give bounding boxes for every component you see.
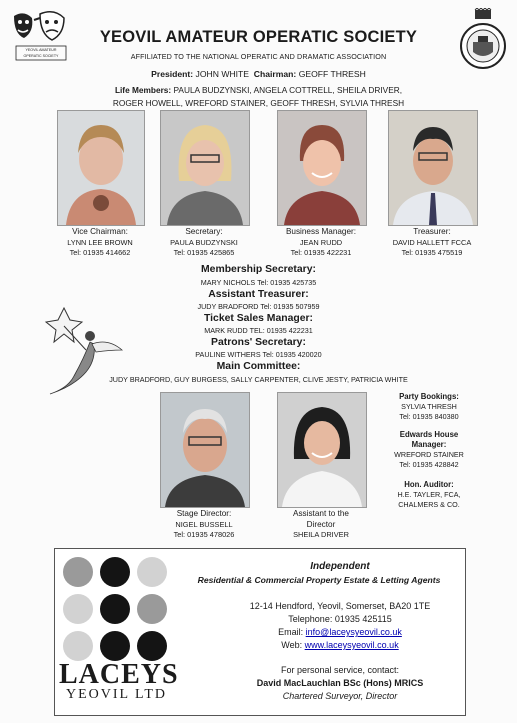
laceys-brand-sub: YEOVIL LTD — [65, 687, 167, 702]
ad-email-link[interactable]: info@laceysyeovil.co.uk — [305, 627, 402, 637]
ad-address: 12-14 Hendford, Yeovil, Somerset, BA20 1TE — [249, 601, 431, 611]
laceys-dot — [100, 557, 130, 587]
party-bookings — [384, 392, 474, 422]
ad-contact-line: For personal service, contact: — [280, 665, 400, 675]
president-line — [0, 69, 517, 79]
laceys-dot — [137, 557, 167, 587]
treasurer-tel: Tel: 01935 475519 — [401, 248, 463, 257]
treasurer-name: DAVID HALLETT FCCA — [392, 237, 472, 247]
president-name: JOHN WHITE — [195, 69, 250, 79]
logo-left-caption: YEOVIL AMATEUR OPERATIC SOCIETY — [23, 48, 59, 58]
ad-web-label: Web: — [281, 640, 303, 650]
life-members — [0, 84, 517, 110]
stage-director-tel: Tel: 01935 478026 — [173, 530, 235, 539]
assistant-director-role2: Director — [306, 519, 336, 529]
laceys-dot — [100, 594, 130, 624]
edwards-house-heading1: Edwards House — [399, 430, 459, 439]
stage-director-name: NIGEL BUSSELL — [175, 519, 233, 529]
main-committee-heading: Main Committee: — [216, 361, 301, 372]
assistant-treasurer-heading: Assistant Treasurer: — [208, 289, 309, 300]
secretary-role: Secretary: — [185, 227, 223, 236]
vice-chairman-tel: Tel: 01935 414662 — [69, 248, 131, 257]
photo-secretary — [160, 110, 250, 226]
stage-director-role: Stage Director: — [176, 509, 232, 518]
caption-business-manager — [271, 227, 371, 259]
chairman-name: GEOFF THRESH — [298, 69, 366, 79]
ticket-sales-text: MARK RUDD TEL: 01935 422231 — [204, 326, 313, 335]
edwards-house-heading2: Manager: — [411, 440, 447, 449]
treasurer-role: Treasurer: — [413, 227, 451, 236]
secretary-tel: Tel: 01935 425865 — [173, 248, 235, 257]
ticket-sales-heading: Ticket Sales Manager: — [204, 313, 313, 324]
business-manager-role: Business Manager: — [285, 227, 357, 236]
photo-business-manager — [277, 110, 367, 226]
caption-secretary — [154, 227, 254, 259]
ad-email-label: Email: — [278, 627, 304, 637]
laceys-dot — [63, 631, 93, 661]
hon-auditor-name2: CHALMERS & CO. — [398, 500, 460, 509]
life-members-line1: PAULA BUDZYNSKI, ANGELA COTTRELL, SHEILA DRIVER, — [173, 85, 403, 95]
business-manager-tel: Tel: 01935 422231 — [290, 248, 352, 257]
laceys-advert — [54, 548, 466, 716]
assistant-director-role1: Assistant to the — [293, 509, 349, 518]
vice-chairman-name: LYNN LEE BROWN — [67, 237, 133, 247]
ad-contact-title: Chartered Surveyor, Director — [282, 691, 398, 701]
membership-secretary-heading: Membership Secretary: — [201, 264, 316, 275]
president-label: President: — [151, 69, 194, 79]
party-bookings-tel: Tel: 01935 840380 — [399, 412, 459, 421]
hon-auditor-heading: Hon. Auditor: — [404, 480, 454, 489]
edwards-house-name: WREFORD STAINER — [394, 450, 464, 459]
caption-treasurer — [382, 227, 482, 259]
membership-secretary-text: MARY NICHOLS Tel: 01935 425735 — [200, 278, 317, 287]
chairman-label: Chairman: — [253, 69, 297, 79]
hon-auditor-name: H.E. TAYLER, FCA, — [397, 490, 461, 499]
ad-telephone: Telephone: 01935 425115 — [288, 614, 392, 624]
photo-assistant-director — [277, 392, 367, 508]
patrons-secretary-heading: Patrons' Secretary: — [211, 337, 306, 348]
caption-stage-director — [154, 509, 254, 541]
photo-treasurer — [388, 110, 478, 226]
ad-contact-name: David MacLauchlan BSc (Hons) MRICS — [256, 678, 424, 688]
assistant-director-name: SHEILA DRIVER — [293, 530, 349, 539]
ad-web-link[interactable]: www.laceysyeovil.co.uk — [304, 640, 399, 650]
party-bookings-heading: Party Bookings: — [399, 392, 459, 401]
life-members-line2: ROGER HOWELL, WREFORD STAINER, GEOFF THRESH, SYLVIA THRESH — [112, 98, 405, 108]
edwards-house — [384, 430, 474, 470]
laceys-dot — [100, 631, 130, 661]
laceys-dot — [137, 631, 167, 661]
page-title: YEOVIL AMATEUR OPERATIC SOCIETY — [99, 28, 418, 46]
photo-stage-director — [160, 392, 250, 508]
laceys-dot — [63, 557, 93, 587]
secretary-name: PAULA BUDZYNSKI — [170, 237, 238, 247]
assistant-treasurer-text: JUDY BRADFORD Tel: 01935 507959 — [197, 302, 320, 311]
laceys-dot — [63, 594, 93, 624]
caption-assistant-director — [271, 509, 371, 541]
caption-vice-chairman — [50, 227, 150, 259]
business-manager-name: JEAN RUDD — [299, 237, 343, 247]
hon-auditor — [384, 480, 474, 510]
photo-vice-chairman — [57, 110, 145, 226]
ad-email-row — [225, 627, 455, 637]
edwards-house-tel: Tel: 01935 428842 — [399, 460, 459, 469]
ad-line2: Residential & Commercial Property Estate & Letting Agents — [197, 575, 441, 585]
patrons-secretary-text: PAULINE WITHERS Tel: 01935 420020 — [195, 350, 322, 359]
vice-chairman-role: Vice Chairman: — [72, 227, 128, 236]
ad-web-row — [225, 640, 455, 650]
main-committee-text: JUDY BRADFORD, GUY BURGESS, SALLY CARPENTER, CLIVE JESTY, PATRICIA WHITE — [109, 375, 408, 384]
party-bookings-name: SYLVIA THRESH — [401, 402, 457, 411]
laceys-brand: LACEYS — [59, 659, 179, 690]
ad-line1: Independent — [310, 561, 370, 572]
laceys-dot — [137, 594, 167, 624]
affiliation-text: AFFILIATED TO THE NATIONAL OPERATIC AND DRAMATIC ASSOCIATION — [130, 52, 387, 61]
life-members-label: Life Members: — [114, 85, 172, 95]
